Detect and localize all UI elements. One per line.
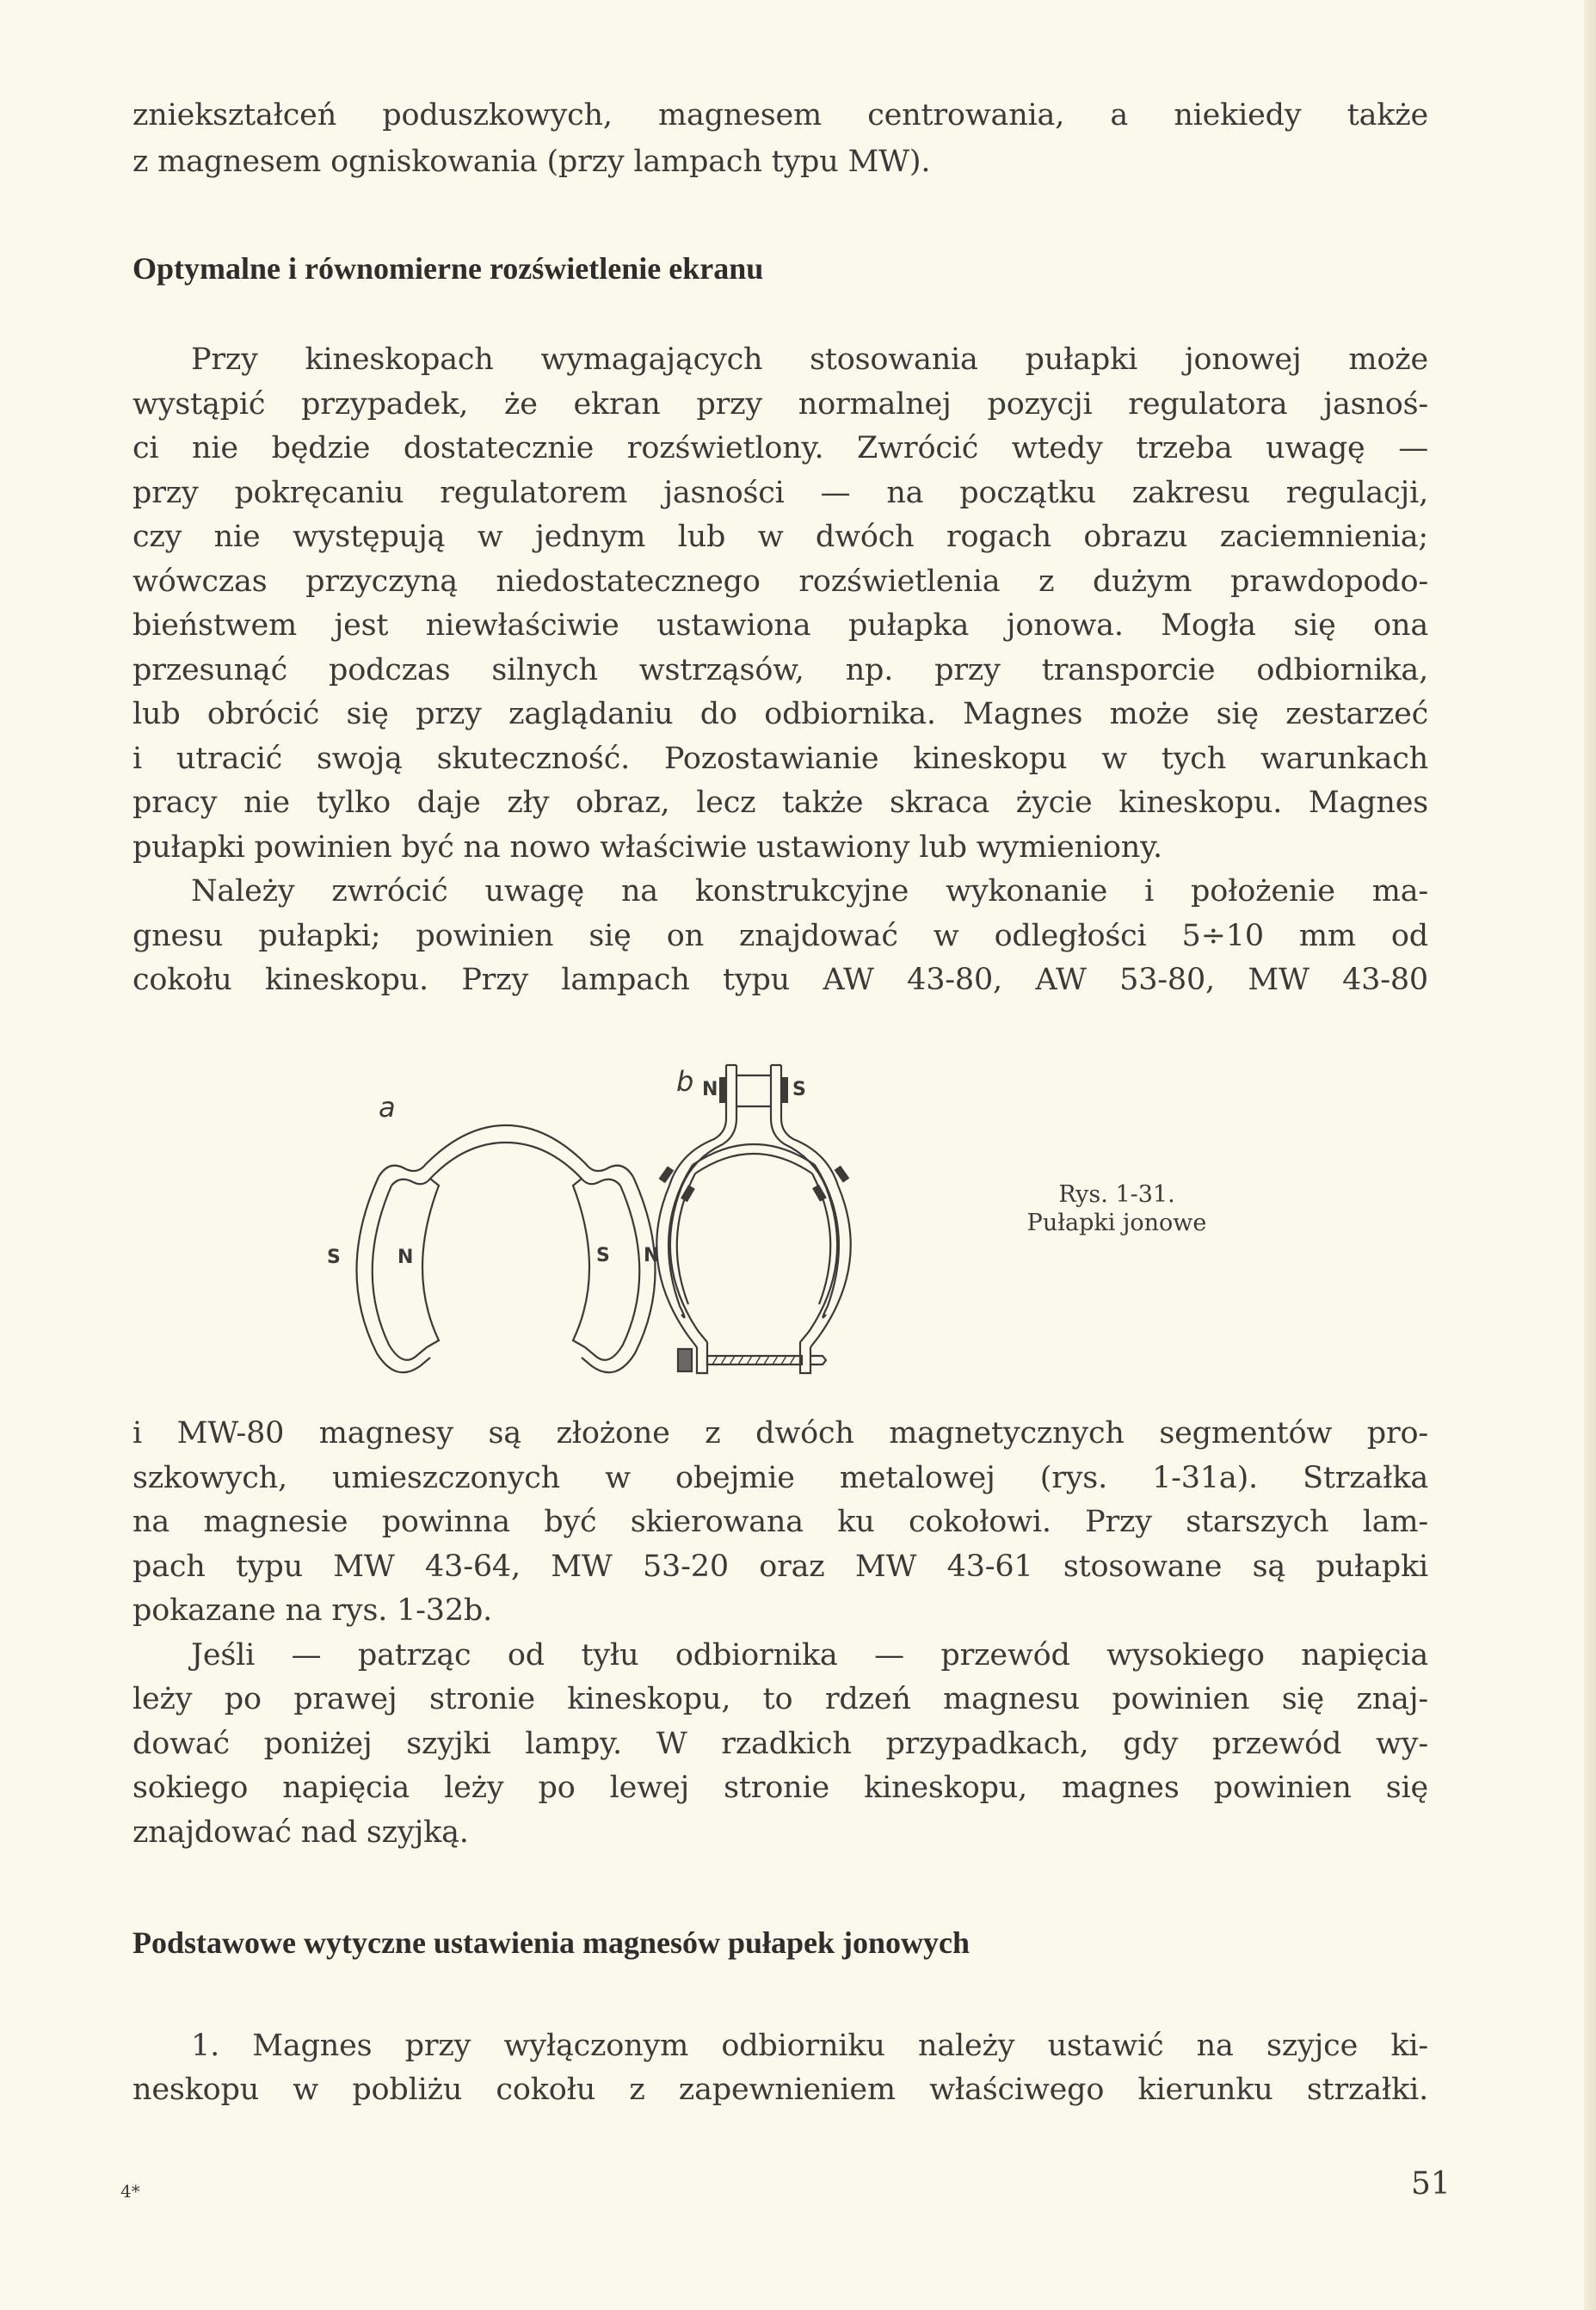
section-heading: Optymalne i równomierne rozświetlenie ekranu xyxy=(132,251,764,286)
figure-caption-title: Pułapki jonowe xyxy=(1026,1210,1207,1236)
text-line: cokołu kineskopu. Przy lampach typu AW 43-80, AW 53-80, MW 43-80 xyxy=(132,963,1428,997)
figure-label-a: a xyxy=(379,1091,396,1124)
list-item-line: 1. Magnes przy wyłączonym odbiorniku należy ustawić na szyjce ki- xyxy=(191,2029,1428,2063)
page-edge-shadow xyxy=(1584,0,1596,2310)
text-line: Należy zwrócić uwagę na konstrukcyjne wykonanie i położenie ma- xyxy=(191,874,1428,909)
text-line: zniekształceń poduszkowych, magnesem centrowania, a niekiedy także xyxy=(132,98,1428,132)
text-line: pracy nie tylko daje zły obraz, lecz także skraca życie kineskopu. Magnes xyxy=(132,785,1428,820)
text-line: wystąpić przypadek, że ekran przy normalnej pozycji regulatora jasnoś- xyxy=(132,387,1428,422)
text-line: bieństwem jest niewłaściwie ustawiona pułapka jonowa. Mogła się ona xyxy=(132,608,1428,643)
text-line: przesunąć podczas silnych wstrząsów, np. przy transporcie odbiornika, xyxy=(132,653,1428,687)
pole-label: S xyxy=(596,1245,610,1266)
text-line: Jeśli — patrząc od tyłu odbiornika — przewód wysokiego napięcia xyxy=(191,1638,1428,1672)
pole-label: N xyxy=(397,1247,414,1268)
figure-caption-number: Rys. 1-31. xyxy=(1058,1181,1175,1208)
figure-label-b: b xyxy=(676,1065,694,1098)
text-line: pułapki powinien być na nowo właściwie ustawiony lub wymieniony. xyxy=(132,830,1162,865)
text-line: i utracić swoją skuteczność. Pozostawianie kineskopu w tych warunkach xyxy=(132,742,1428,776)
text-line: pokazane na rys. 1-32b. xyxy=(132,1593,493,1628)
pole-label: N xyxy=(702,1079,718,1100)
text-line: przy pokręcaniu regulatorem jasności — na początku zakresu regulacji, xyxy=(132,476,1428,510)
text-line: na magnesie powinna być skierowana ku cokołowi. Przy starszych lam- xyxy=(132,1505,1428,1539)
pole-label: S xyxy=(792,1079,806,1100)
ion-trap-b-drawing xyxy=(656,1065,850,1373)
text-line: ci nie będzie dostatecznie rozświetlony. Zwrócić wtedy trzeba uwagę — xyxy=(132,431,1428,465)
page-number: 51 xyxy=(1411,2166,1451,2202)
pole-label: S xyxy=(327,1247,341,1268)
text-line: Przy kineskopach wymagających stosowania pułapki jonowej może xyxy=(191,342,1428,377)
text-line: czy nie występują w jednym lub w dwóch rogach obrazu zaciemnienia; xyxy=(132,520,1428,554)
text-line: z magnesem ogniskowania (przy lampach typu MW). xyxy=(132,145,931,179)
text-line: wówczas przyczyną niedostatecznego rozświetlenia z dużym prawdopodo- xyxy=(132,564,1428,599)
text-line: pach typu MW 43-64, MW 53-20 oraz MW 43-61 stosowane są pułapki xyxy=(132,1549,1428,1584)
text-line: i MW-80 magnesy są złożone z dwóch magnetycznych segmentów pro- xyxy=(132,1416,1428,1451)
text-line: gnesu pułapki; powinien się on znajdować w odległości 5÷10 mm od xyxy=(132,919,1428,953)
section-heading: Podstawowe wytyczne ustawienia magnesów pułapek jonowych xyxy=(132,1925,971,1960)
text-line: szkowych, umieszczonych w obejmie metalowej (rys. 1-31a). Strzałka xyxy=(132,1461,1428,1495)
text-line: znajdować nad szyjką. xyxy=(132,1815,469,1850)
text-line: sokiego napięcia leży po lewej stronie kineskopu, magnes powinien się xyxy=(132,1771,1428,1805)
text-line: dować poniżej szyjki lampy. W rzadkich przypadkach, gdy przewód wy- xyxy=(132,1727,1428,1761)
pole-label: N xyxy=(644,1245,660,1266)
text-line: leży po prawej stronie kineskopu, to rdzeń magnesu powinien się znaj- xyxy=(132,1682,1428,1716)
ion-trap-figure xyxy=(310,1056,1067,1383)
signature-mark: 4* xyxy=(120,2181,140,2202)
text-line: lub obrócić się przy zaglądaniu do odbiornika. Magnes może się zestarzeć xyxy=(132,697,1428,731)
list-item-line: neskopu w pobliżu cokołu z zapewnieniem właściwego kierunku strzałki. xyxy=(132,2073,1428,2107)
